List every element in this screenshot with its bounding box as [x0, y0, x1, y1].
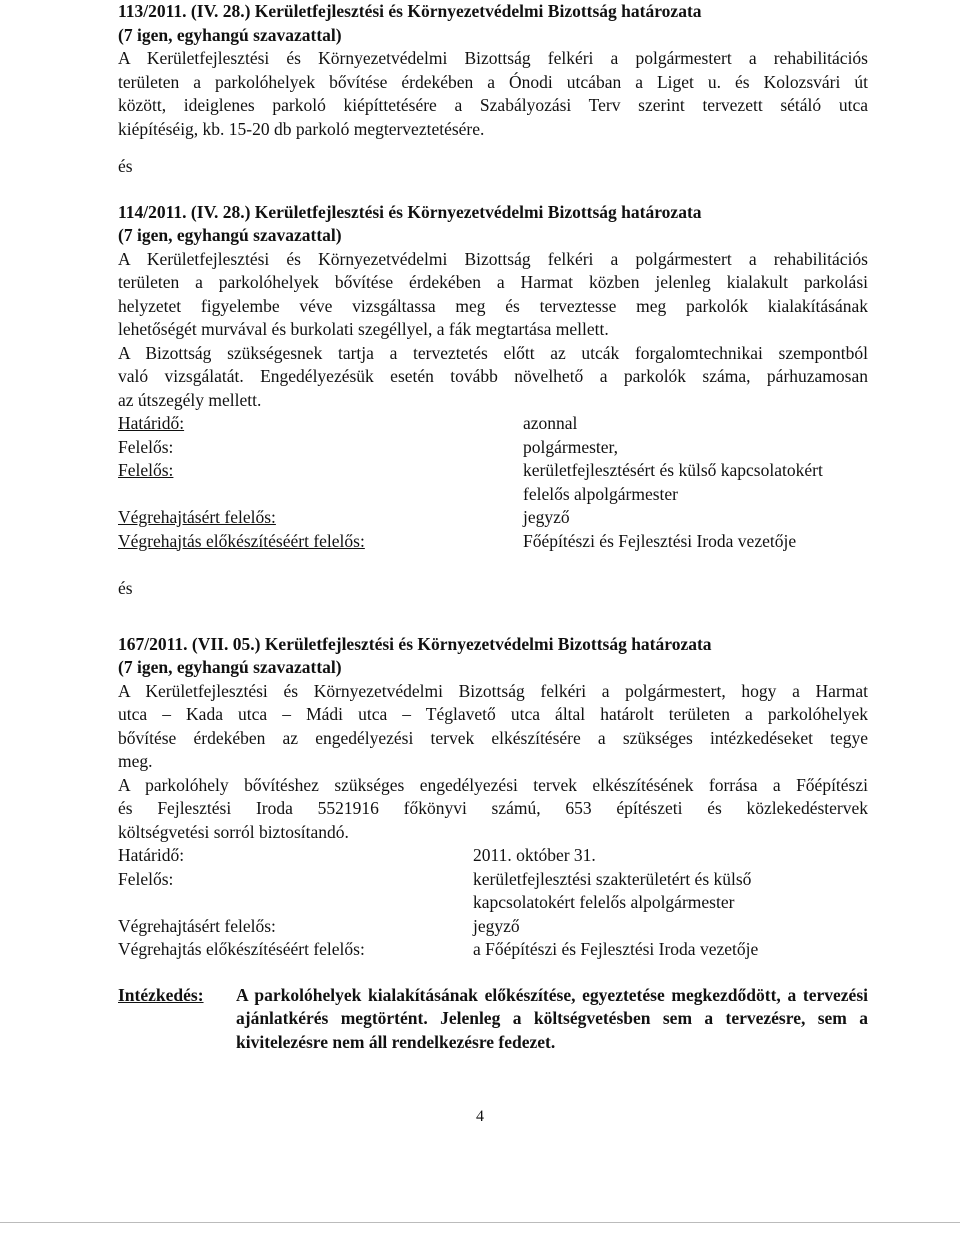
field-label: Végrehajtás előkészítéséért felelős:	[118, 939, 365, 959]
page-number: 4	[476, 1108, 484, 1125]
body-line: területen a parkolóhelyek bővítése érdekében a Ónodi utcában a Liget u. és Kolozsvári út	[118, 71, 868, 92]
resolution-heading	[118, 201, 868, 225]
vote-line: (7 igen, egyhangú szavazattal)	[118, 225, 342, 245]
section-b	[118, 201, 868, 554]
field-value: Főépítészi és Fejlesztési Iroda vezetője	[523, 530, 797, 551]
resolution-number: 167/2011. (VII. 05.)	[118, 633, 261, 654]
page-bottom-rule	[0, 1222, 960, 1223]
field-row	[118, 483, 868, 507]
field-label: Felelős:	[118, 868, 174, 889]
conjunction-es: és	[118, 578, 133, 598]
field-row	[118, 891, 868, 915]
field-value: kapcsolatokért felelős alpolgármester	[473, 892, 735, 912]
conjunction-es: és	[118, 156, 133, 176]
body-line: között, ideiglenes parkoló kiépíttetésére a Szabályozási Terv szerint tervezett sétáló utca	[118, 95, 868, 115]
body-line: költségvetési sorról biztosítandó.	[118, 821, 349, 842]
field-value: kerületfejlesztésért és külső kapcsolatokért	[523, 460, 823, 480]
field-label: Felelős:	[118, 460, 174, 480]
intezkedes-text: A parkolóhelyek kialakításának előkészítése, egyeztetése megkezdődött, a tervezési ajánlatkérés megtörtént. Jelenleg a költségvetésben sem a tervezésre, sem a kivitelezésre nem áll rendelkezésre fedezet.	[236, 984, 868, 1052]
body-line: utca – Kada utca – Mádi utca – Téglavető utca által határolt területen a parkolóhelyek	[118, 704, 868, 724]
body-line: lehetőségét murvával és burkolati szegéllyel, a fák megtartása mellett.	[118, 319, 609, 339]
field-row	[118, 938, 868, 962]
body-line: kiépítéséig, kb. 15-20 db parkoló megterveztetésére.	[118, 118, 485, 139]
resolution-title: Kerületfejlesztési és Környezetvédelmi Bizottság határozata	[254, 1, 702, 21]
field-label: Felelős:	[118, 436, 174, 457]
body-line: A Bizottság szükségesnek tartja a terveztetés előtt az utcák forgalomtechnikai szempontból	[118, 342, 868, 363]
field-value: felelős alpolgármester	[523, 483, 679, 504]
field-value: kerületfejlesztési szakterületért és külső	[473, 868, 752, 889]
field-label: Határidő:	[118, 413, 185, 433]
field-label: Határidő:	[118, 845, 185, 865]
resolution-title: Kerületfejlesztési és Környezetvédelmi Bizottság határozata	[264, 633, 712, 654]
field-row	[118, 459, 868, 483]
resolution-number: 113/2011. (IV. 28.)	[118, 1, 251, 21]
field-label: Végrehajtásért felelős:	[118, 507, 276, 527]
field-row	[118, 844, 868, 868]
field-label	[118, 891, 473, 915]
body-line: meg.	[118, 751, 153, 771]
resolution-number: 114/2011. (IV. 28.)	[118, 201, 251, 222]
body-line: A Kerületfejlesztési és Környezetvédelmi Bizottság felkéri a polgármestert, hogy a Harmat	[118, 680, 868, 701]
body-line: való vizsgálatát. Engedélyezésük esetén tovább növelhető a parkolók száma, párhuzamosan	[118, 366, 868, 386]
field-label: Végrehajtásért felelős:	[118, 915, 276, 936]
field-value: a Főépítészi és Fejlesztési Iroda vezetője	[473, 939, 759, 959]
field-row	[118, 436, 868, 460]
vote-line: (7 igen, egyhangú szavazattal)	[118, 24, 342, 45]
field-value: jegyző	[523, 507, 570, 527]
field-value: azonnal	[523, 413, 578, 433]
resolution-heading	[118, 0, 868, 24]
section-a	[118, 0, 868, 141]
body-line: területen a parkolóhelyek bővítése érdekében a Harmat közben jelenleg kialakult parkolási	[118, 272, 868, 292]
field-row	[118, 915, 868, 939]
field-row	[118, 412, 868, 436]
field-value: jegyző	[473, 915, 520, 936]
body-line: és Fejlesztési Iroda 5521916 főkönyvi számú, 653 építészeti és közlekedéstervek	[118, 798, 868, 818]
document-page	[118, 0, 868, 1054]
field-label	[118, 483, 523, 507]
body-line: az útszegély mellett.	[118, 389, 262, 410]
field-row	[118, 506, 868, 530]
field-row	[118, 868, 868, 892]
field-row	[118, 530, 868, 554]
intezkedes-label: Intézkedés:	[118, 984, 204, 1005]
field-value: polgármester,	[523, 436, 619, 457]
intezkedes-block	[118, 984, 868, 1055]
resolution-heading	[118, 633, 868, 657]
field-value: 2011. október 31.	[473, 845, 596, 865]
body-line: bővítése érdekében az engedélyezési tervek elkészítésére a szükséges intézkedéseket tegye	[118, 727, 868, 748]
body-line: helyzetet figyelembe véve vizsgáltassa meg és terveztesse meg parkolók kialakításának	[118, 295, 868, 316]
body-line: A Kerületfejlesztési és Környezetvédelmi Bizottság felkéri a polgármestert a rehabilitációs	[118, 48, 868, 68]
resolution-title: Kerületfejlesztési és Környezetvédelmi Bizottság határozata	[254, 201, 702, 222]
vote-line: (7 igen, egyhangú szavazattal)	[118, 657, 342, 677]
section-c	[118, 633, 868, 962]
body-line: A parkolóhely bővítéshez szükséges engedélyezési tervek elkészítésének forrása a Főépítészi	[118, 774, 868, 795]
body-line: A Kerületfejlesztési és Környezetvédelmi Bizottság felkéri a polgármestert a rehabilitációs	[118, 248, 868, 269]
field-label: Végrehajtás előkészítéséért felelős:	[118, 530, 365, 551]
